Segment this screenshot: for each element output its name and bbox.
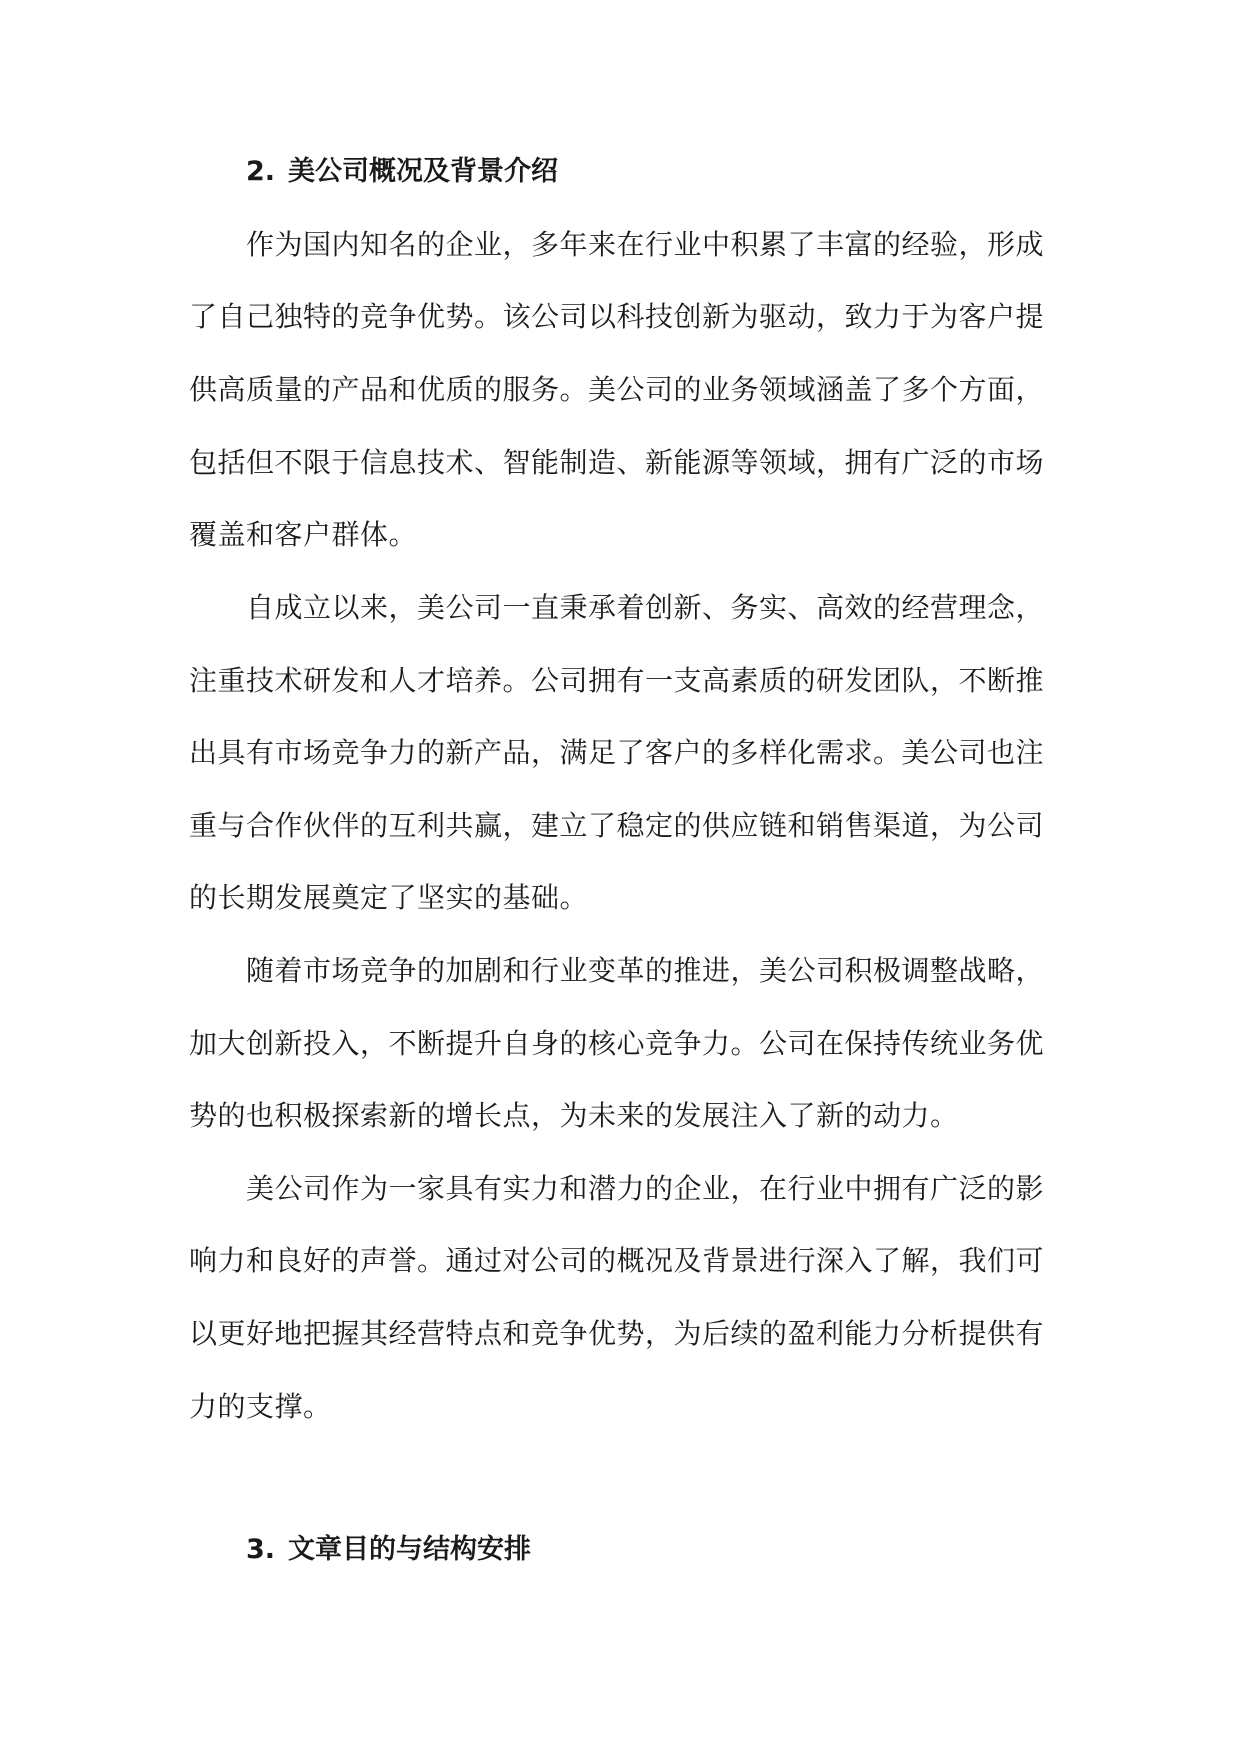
section-heading-2 <box>246 152 558 192</box>
paragraph-line: 力的支撑。 <box>189 1390 332 1423</box>
paragraph-line: 的长期发展奠定了坚实的基础。 <box>189 881 589 914</box>
paragraph-line: 美公司作为一家具有实力和潜力的企业，在行业中拥有广泛的影 <box>246 1172 1045 1205</box>
paragraph-line: 包括但不限于信息技术、智能制造、新能源等领域，拥有广泛的市场 <box>189 446 1045 479</box>
paragraph-line: 作为国内知名的企业，多年来在行业中积累了丰富的经验，形成 <box>246 228 1045 261</box>
section-title: 文章目的与结构安排 <box>288 1534 531 1565</box>
section-heading-3 <box>246 1530 531 1570</box>
section-number: 2. <box>246 156 276 187</box>
paragraph-line: 响力和良好的声誉。通过对公司的概况及背景进行深入了解，我们可 <box>189 1244 1045 1277</box>
paragraph-line: 出具有市场竞争力的新产品，满足了客户的多样化需求。美公司也注 <box>189 736 1045 769</box>
paragraph-line: 重与合作伙伴的互利共赢，建立了稳定的供应链和销售渠道，为公司 <box>189 809 1045 842</box>
paragraph-line: 加大创新投入，不断提升自身的核心竞争力。公司在保持传统业务优 <box>189 1027 1045 1060</box>
paragraph-line: 自成立以来，美公司一直秉承着创新、务实、高效的经营理念， <box>246 591 1045 624</box>
paragraph-line: 了自己独特的竞争优势。该公司以科技创新为驱动，致力于为客户提 <box>189 300 1045 333</box>
section-number: 3. <box>246 1534 276 1565</box>
paragraph-line: 势的也积极探索新的增长点，为未来的发展注入了新的动力。 <box>189 1099 959 1132</box>
paragraph-line: 覆盖和客户群体。 <box>189 518 418 551</box>
paragraph-line: 随着市场竞争的加剧和行业变革的推进，美公司积极调整战略， <box>246 954 1045 987</box>
section-title: 美公司概况及背景介绍 <box>288 156 558 187</box>
paragraph-line: 注重技术研发和人才培养。公司拥有一支高素质的研发团队，不断推 <box>189 664 1045 697</box>
paragraph-line: 以更好地把握其经营特点和竞争优势，为后续的盈利能力分析提供有 <box>189 1317 1045 1350</box>
paragraph-line: 供高质量的产品和优质的服务。美公司的业务领域涵盖了多个方面， <box>189 373 1045 406</box>
